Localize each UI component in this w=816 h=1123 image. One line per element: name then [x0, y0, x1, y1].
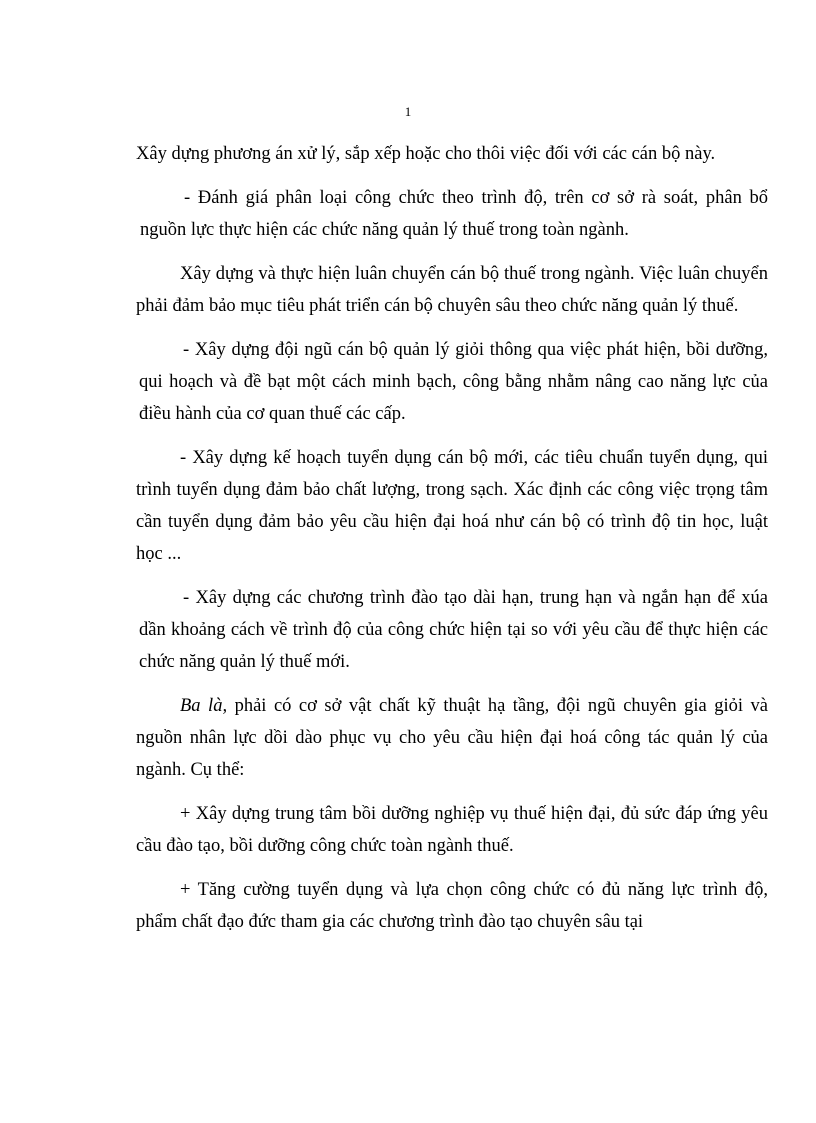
paragraph-8: + Xây dựng trung tâm bồi dưỡng nghiệp vụ thuế hiện đại, đủ sức đáp ứng yêu cầu đào tạo, bồi dưỡng công chức toàn ngành thuế. — [136, 804, 768, 856]
paragraph-2: - Đánh giá phân loại công chức theo trình độ, trên cơ sở rà soát, phân bổ nguồn lực thực hiện các chức năng quản lý thuế trong toàn ngành. — [140, 188, 768, 240]
paragraph-3: Xây dựng và thực hiện luân chuyển cán bộ thuế trong ngành. Việc luân chuyển phải đảm bảo mục tiêu phát triển cán bộ chuyên sâu theo chức năng quản lý thuế. — [136, 264, 768, 316]
paragraph-1: Xây dựng phương án xử lý, sắp xếp hoặc cho thôi việc đối với các cán bộ này. — [136, 144, 716, 164]
paragraph-4: - Xây dựng đội ngũ cán bộ quản lý giỏi thông qua việc phát hiện, bồi dưỡng, qui hoạch và đề bạt một cách minh bạch, công bằng nhằm nâng cao năng lực của điều hành của cơ quan thuế các cấp. — [139, 340, 768, 424]
paragraph-9: + Tăng cường tuyển dụng và lựa chọn công chức có đủ năng lực trình độ, phẩm chất đạo đức tham gia các chương trình đào tạo chuyên sâu tại — [136, 880, 768, 932]
paragraph-7-lead: Ba là, — [180, 696, 228, 716]
paragraph-5: - Xây dựng kế hoạch tuyển dụng cán bộ mới, các tiêu chuẩn tuyển dụng, qui trình tuyển dụng đảm bảo chất lượng, trong sạch. Xác định các công việc trọng tâm cần tuyển dụng đảm bảo yêu cầu hiện đại hoá như cán bộ có trình độ tin học, luật học ... — [136, 448, 768, 564]
document-body — [136, 138, 768, 950]
paragraph-6: - Xây dựng các chương trình đào tạo dài hạn, trung hạn và ngắn hạn để xúa dần khoảng cách về trình độ của công chức hiện tại so với yêu cầu để thực hiện các chức năng quản lý thuế mới. — [139, 588, 768, 672]
paragraph-7 — [136, 690, 768, 786]
paragraph-7-text: phải có cơ sở vật chất kỹ thuật hạ tầng, đội ngũ chuyên gia giỏi và nguồn nhân lực dồi dào phục vụ cho yêu cầu hiện đại hoá công tác quản lý của ngành. Cụ thể: — [136, 696, 768, 780]
page-number: 1 — [404, 104, 412, 119]
